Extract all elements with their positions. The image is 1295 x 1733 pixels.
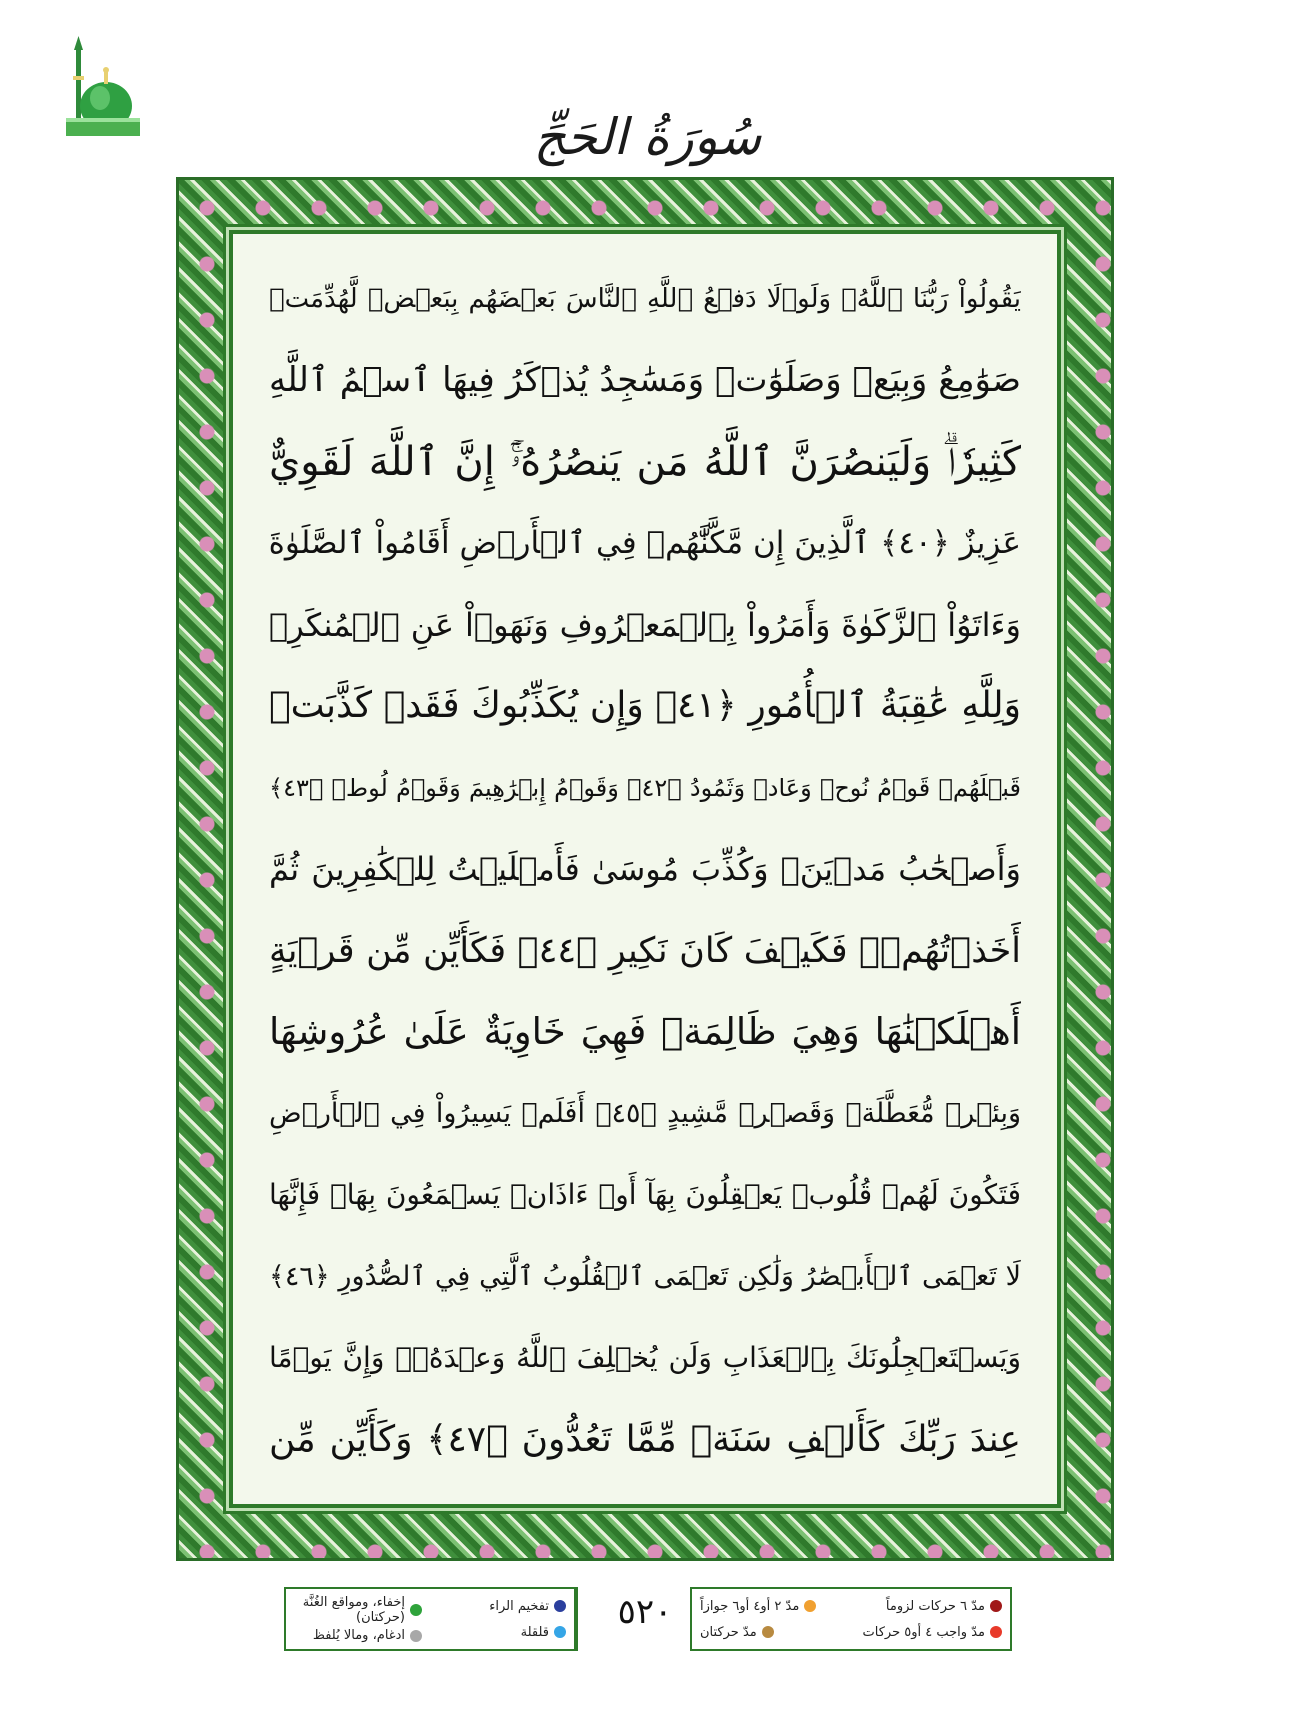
verse-line: عِندَ رَبِّكَ كَأَلۡفِ سَنَةٖ مِّمَّا تَعُدُّونَ ﴿٤٧﴾ وَكَأَيِّن مِّن [269,1418,1021,1460]
page-text-area [229,230,1061,1508]
verse-line: أَهۡلَكۡنَٰهَا وَهِيَ ظَالِمَةٞ فَهِيَ خَاوِيَةٌ عَلَىٰ عُرُوشِهَا [269,1010,1021,1054]
color-dot-icon [554,1600,566,1612]
legend-label: مدّ واجب ٤ أو٥ حركات [862,1624,985,1640]
legend-item [438,1625,566,1640]
color-dot-icon [410,1604,422,1616]
legend-label: مدّ حركتان [700,1624,757,1640]
legend-label: إخفاء، ومواقع الغُنَّة (حركتان) [302,1594,405,1625]
verse-line: أَخَذۡتُهُمۡۖ فَكَيۡفَ كَانَ نَكِيرِ ﴿٤٤﴾ فَكَأَيِّن مِّن قَرۡيَةٍ [269,930,1021,971]
legend-item [294,1628,422,1643]
legend-label: قلقلة [520,1624,549,1640]
legend-item [438,1599,566,1614]
legend-item [886,1599,1002,1614]
legend-label: مدّ ٦ حركات لزوماً [885,1598,985,1614]
tajweed-legend-left [284,1587,578,1651]
legend-item [700,1599,816,1614]
surah-title: سُورَةُ الحَجِّ [533,108,762,166]
verse-line: وَأَصۡحَٰبُ مَدۡيَنَۖ وَكُذِّبَ مُوسَىٰ فَأَمۡلَيۡتُ لِلۡكَٰفِرِينَ ثُمَّ [269,850,1021,889]
verse-line: وَءَاتَوُاْ ٱلزَّكَوٰةَ وَأَمَرُواْ بِٱلۡمَعۡرُوفِ وَنَهَوۡاْ عَنِ ٱلۡمُنكَرِۗ [269,605,1021,644]
color-dot-icon [762,1626,774,1638]
verse-line: لَا تَعۡمَى ٱلۡأَبۡصَٰرُ وَلَٰكِن تَعۡمَى ٱلۡقُلُوبُ ٱلَّتِي فِي ٱلصُّدُورِ ﴿٤٦﴾ [269,1260,1021,1292]
legend-item [294,1595,422,1625]
verse-line: قَبۡلَهُمۡ قَوۡمُ نُوحٖ وَعَادٞ وَثَمُودُ ﴿٤٢﴾ وَقَوۡمُ إِبۡرَٰهِيمَ وَقَوۡمُ لُوطٖ ﴿٤٣﴾ [269,773,1021,802]
tajweed-legend-right [690,1587,1012,1651]
legend-column [286,1589,430,1649]
verse-line: عَزِيزٌ ﴿٤٠﴾ ٱلَّذِينَ إِن مَّكَّنَّٰهُمۡ فِي ٱلۡأَرۡضِ أَقَامُواْ ٱلصَّلَوٰةَ [269,525,1021,562]
verse-line: وَيَسۡتَعۡجِلُونَكَ بِٱلۡعَذَابِ وَلَن يُخۡلِفَ ٱللَّهُ وَعۡدَهُۥۚ وَإِنَّ يَوۡمًا [269,1341,1021,1375]
verse-line: كَثِيرٗاۗ وَلَيَنصُرَنَّ ٱللَّهُ مَن يَنصُرُهُۥٓۚ إِنَّ ٱللَّهَ لَقَوِيٌّ [269,438,1021,485]
color-dot-icon [410,1630,422,1642]
legend-row [700,1599,1002,1614]
verse-line: صَوَٰمِعُ وَبِيَعٞ وَصَلَوَٰتٞ وَمَسَٰجِدُ يُذۡكَرُ فِيهَا ٱسۡمُ ٱللَّهِ [269,360,1021,401]
verse-line: فَتَكُونَ لَهُمۡ قُلُوبٞ يَعۡقِلُونَ بِهَآ أَوۡ ءَاذَانٞ يَسۡمَعُونَ بِهَاۖ فَإِنَّهَا [269,1178,1021,1212]
verse-line: يَقُولُواْ رَبُّنَا ٱللَّهُۗ وَلَوۡلَا دَفۡعُ ٱللَّهِ ٱلنَّاسَ بَعۡضَهُم بِبَعۡضٖ لَّهُدِّمَتۡ [269,284,1021,314]
legend-label: مدّ ٢ أو٤ أو٦ جوازاً [700,1598,800,1614]
legend-item [863,1625,1002,1640]
legend-column [430,1589,576,1649]
color-dot-icon [804,1600,816,1612]
legend-label: تفخيم الراء [489,1598,549,1614]
color-dot-icon [990,1600,1002,1612]
color-dot-icon [554,1626,566,1638]
color-dot-icon [990,1626,1002,1638]
verse-lines [269,258,1021,1480]
legend-item [700,1625,774,1640]
verse-line: وَلِلَّهِ عَٰقِبَةُ ٱلۡأُمُورِ ﴿٤١﴾ وَإِن يُكَذِّبُوكَ فَقَدۡ كَذَّبَتۡ [269,685,1021,727]
page-number: ٥٢٠ [617,1592,673,1632]
verse-line: وَبِئۡرٖ مُّعَطَّلَةٖ وَقَصۡرٖ مَّشِيدٍ ﴿٤٥﴾ أَفَلَمۡ يَسِيرُواْ فِي ٱلۡأَرۡضِ [269,1097,1021,1129]
legend-label: ادغام، ومالا يُلفظ [312,1628,405,1644]
ornamental-frame [176,177,1114,1561]
legend-row [700,1625,1002,1640]
